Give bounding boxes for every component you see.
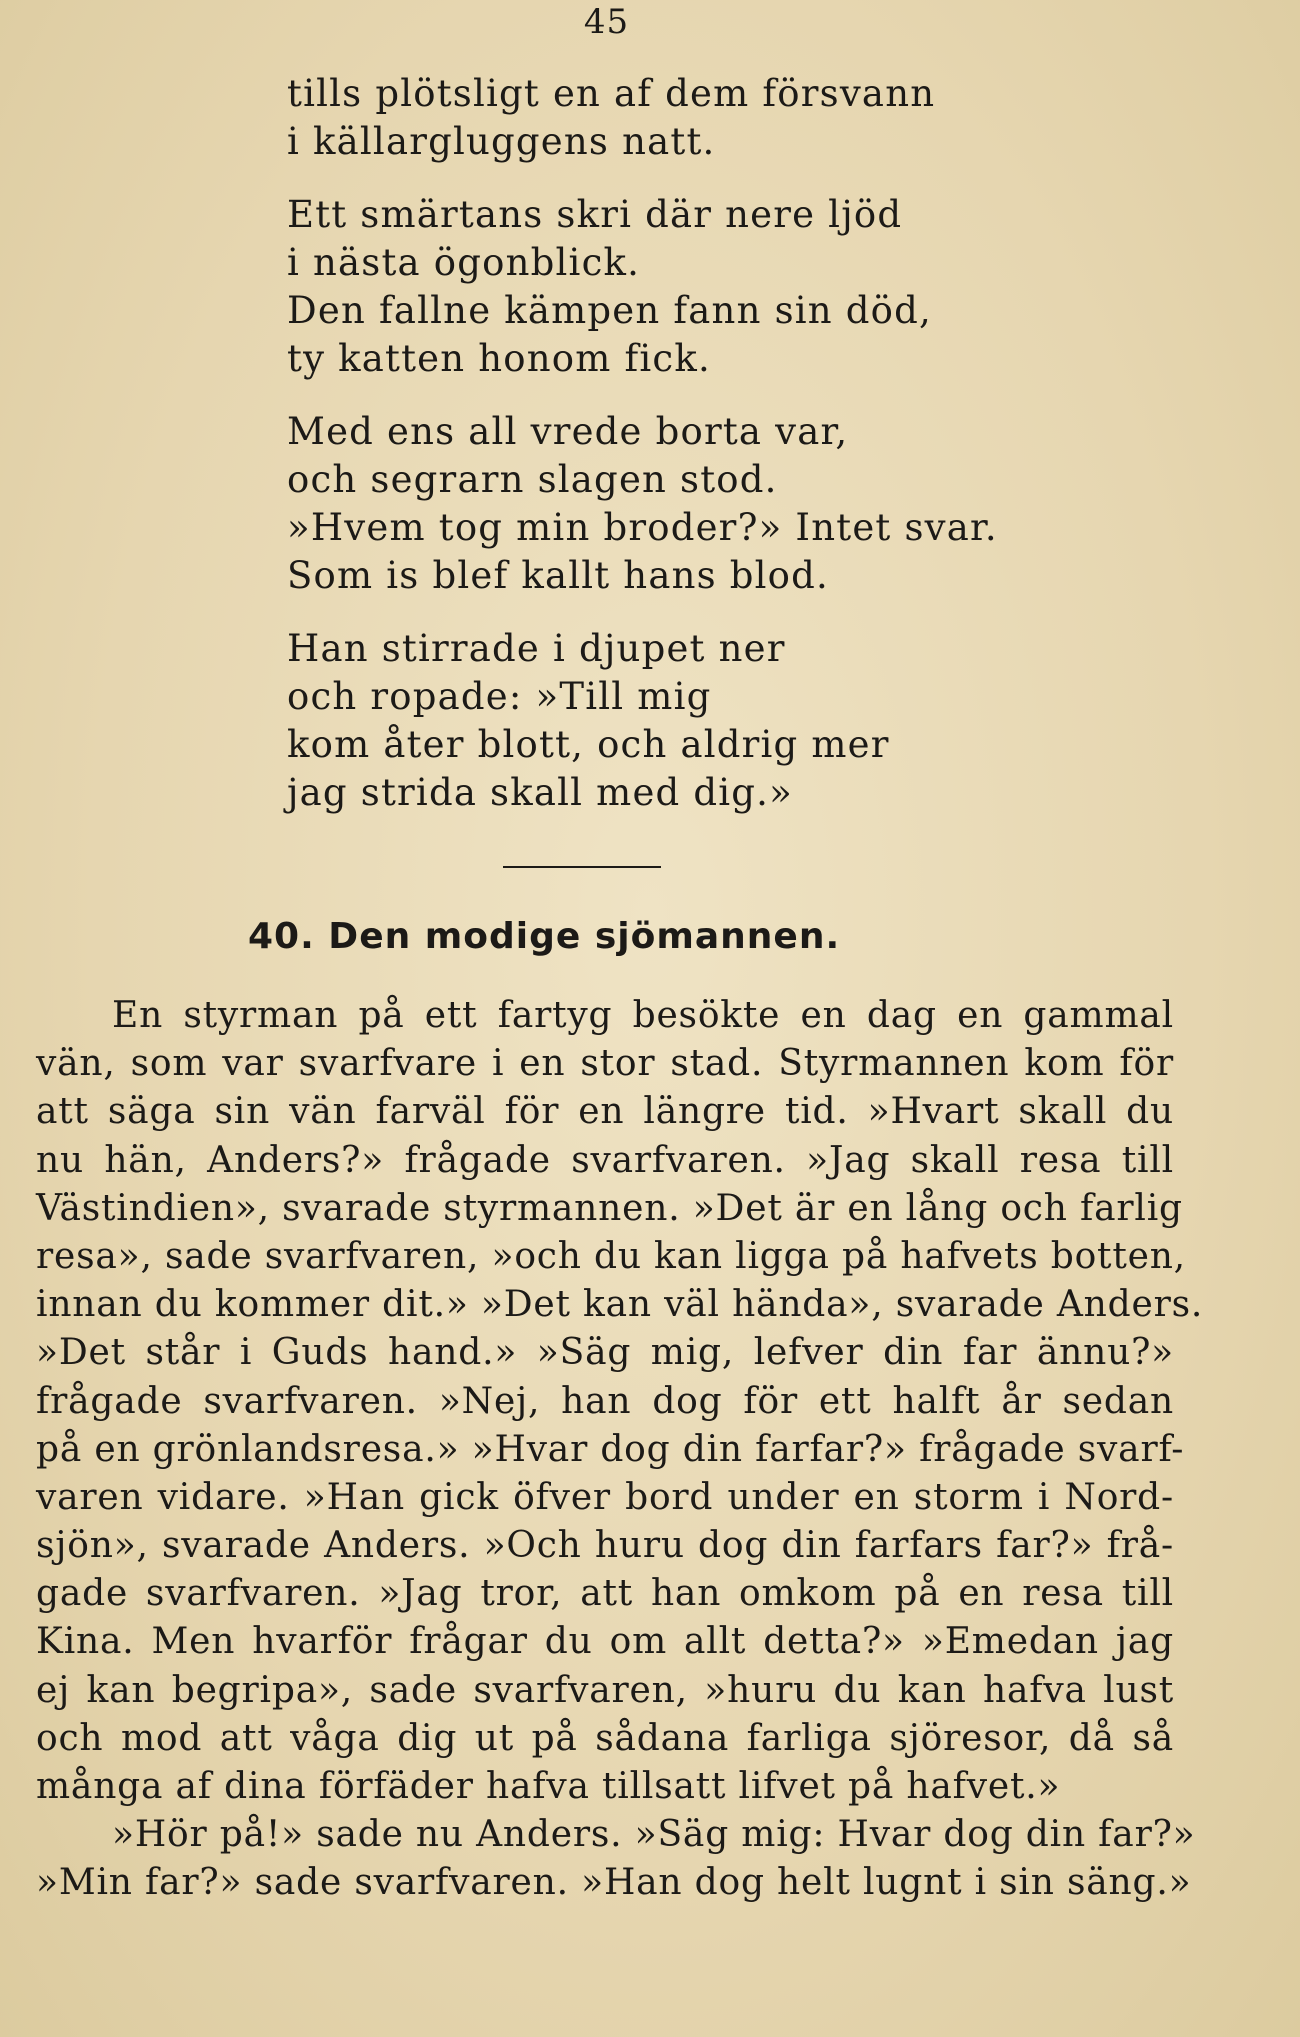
body-line: vän, som var svarfvare i en stor stad. Styrmannen kom för xyxy=(36,1043,1174,1085)
body-line: frågade svarfvaren. »Nej, han dog för ett halft år sedan xyxy=(36,1380,1174,1422)
section-body xyxy=(36,992,1204,1908)
poem-stanza xyxy=(287,625,1047,817)
body-line: ej kan begripa», sade svarfvaren, »huru du kan hafva lust xyxy=(36,1669,1174,1711)
poem-line: tills plötsligt en af dem försvann xyxy=(287,72,936,115)
poem-line: Han stirrade i djupet ner xyxy=(287,627,786,670)
body-line: nu hän, Anders?» frågade svarfvaren. »Jag skall resa till xyxy=(36,1139,1174,1181)
poem-stanza xyxy=(287,70,1047,166)
poem-line: jag strida skall med dig.» xyxy=(287,771,793,814)
body-line: varen vidare. »Han gick öfver bord under en storm i Nord- xyxy=(36,1476,1174,1518)
body-line: »Det står i Guds hand.» »Säg mig, lefver din far ännu?» xyxy=(36,1332,1174,1374)
poem-line: och ropade: »Till mig xyxy=(287,675,712,718)
poem-line: i nästa ögonblick. xyxy=(287,241,641,284)
page-number: 45 xyxy=(583,2,630,42)
body-line: innan du kommer dit.» »Det kan väl hända», svarade Anders. xyxy=(36,1284,1204,1326)
body-line: sjön», svarade Anders. »Och huru dog din farfars far?» frå- xyxy=(36,1525,1174,1567)
body-line: Västindien», svarade styrmannen. »Det är en lång och farlig xyxy=(36,1187,1183,1229)
body-line: En styrman på ett fartyg besökte en dag en gammal xyxy=(112,995,1174,1036)
body-line: att säga sin vän farväl för en längre tid. »Hvart skall du xyxy=(36,1091,1174,1133)
poem-line: »Hvem tog min broder?» Intet svar. xyxy=(287,506,998,549)
poem-line: Med ens all vrede borta var, xyxy=(287,410,849,453)
body-line: och mod att våga dig ut på sådana farliga sjöresor, då så xyxy=(36,1717,1174,1759)
poem-stanza xyxy=(287,191,1047,383)
poem-line: kom åter blott, och aldrig mer xyxy=(287,723,890,766)
body-line: på en grönlandsresa.» »Hvar dog din farfar?» frågade svarf- xyxy=(36,1428,1185,1470)
section-title: 40. Den modige sjömannen. xyxy=(248,916,841,957)
body-line: »Min far?» sade svarfvaren. »Han dog helt lugnt i sin säng.» xyxy=(36,1862,1192,1904)
poem xyxy=(287,70,1047,842)
body-line: resa», sade svarfvaren, »och du kan ligga på hafvets botten, xyxy=(36,1235,1186,1277)
body-line: Kina. Men hvarför frågar du om allt detta?» »Emedan jag xyxy=(36,1621,1174,1663)
poem-line: Ett smärtans skri där nere ljöd xyxy=(287,193,903,236)
section-divider xyxy=(503,866,661,868)
body-line: många af dina förfäder hafva tillsatt lifvet på hafvet.» xyxy=(36,1766,1061,1807)
poem-stanza xyxy=(287,408,1047,600)
poem-line: och segrarn slagen stod. xyxy=(287,458,778,501)
body-line: gade svarfvaren. »Jag tror, att han omkom på en resa till xyxy=(36,1573,1174,1615)
poem-line: Som is blef kallt hans blod. xyxy=(287,554,830,597)
poem-line: ty katten honom fick. xyxy=(287,337,711,380)
poem-line: Den fallne kämpen fann sin död, xyxy=(287,289,932,332)
poem-line: i källargluggens natt. xyxy=(287,120,716,163)
body-line: »Hör på!» sade nu Anders. »Säg mig: Hvar dog din far?» xyxy=(112,1814,1196,1856)
